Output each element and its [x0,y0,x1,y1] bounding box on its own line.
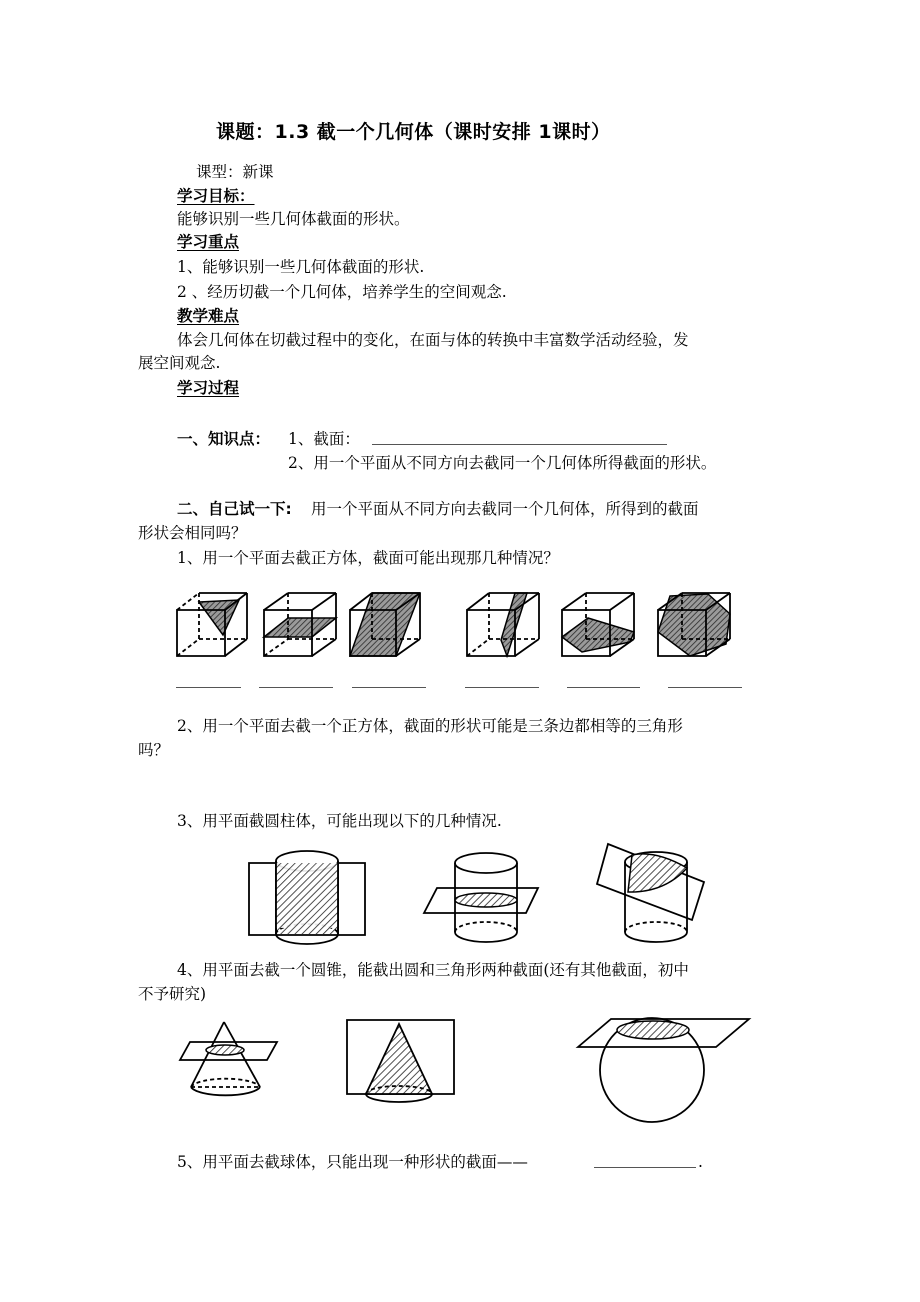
cylinder-circle-section [422,848,540,942]
knowledge-item-1: 1、截面： [288,430,360,448]
answer-blank-cube-3[interactable] [352,687,426,688]
answer-blank-cube-2[interactable] [259,687,333,688]
knowledge-item-2: 2、用一个平面从不同方向去截同一个几何体所得截面的形状。 [288,454,717,472]
cylinder-oblique-section [594,838,722,944]
knowledge-label: 一、知识点： [177,430,271,448]
question-5-end: . [698,1153,703,1171]
question-1: 1、用一个平面去截正方体，截面可能出现那几种情况？ [177,549,559,567]
answer-blank-cube-1[interactable] [176,687,241,688]
page-title: 课题：1.3 截一个几何体（课时安排 1课时） [216,121,611,143]
objectives-text: 能够识别一些几何体截面的形状。 [177,210,410,228]
question-2-line1: 2、用一个平面去截一个正方体，截面的形状可能是三条边都相等的三角形 [177,717,683,735]
lesson-type: 课型：新课 [196,163,274,181]
key-point-item: 2 、经历切截一个几何体，培养学生的空间观念. [177,283,507,301]
cube-pentagon-section [560,590,640,658]
objectives-heading: 学习目标： [177,187,255,205]
section-trapezoid [501,593,527,656]
cube-triangle-section [175,590,255,658]
cylinder-rectangle-section [246,848,368,942]
answer-blank-sphere[interactable] [594,1167,696,1168]
answer-blank-cube-5[interactable] [567,687,640,688]
question-2-line2: 吗？ [138,741,170,759]
try-it-text-line2: 形状会相同吗？ [138,524,247,542]
section-triangle [366,1024,432,1094]
try-it-text-line1: 用一个平面从不同方向去截同一个几何体，所得到的截面 [311,500,699,518]
answer-blank-cube-6[interactable] [668,687,742,688]
key-points-heading: 学习重点 [177,233,240,251]
cube-hexagon-section [656,590,736,658]
cone-triangle-section [344,1018,456,1104]
section-circle [455,893,517,907]
section-circle [617,1021,689,1039]
try-it-label: 二、自己试一下: [177,500,292,518]
answer-blank-section[interactable] [372,444,667,445]
cone-circle-section [178,1020,278,1100]
answer-blank-cube-4[interactable] [465,687,539,688]
question-4-line1: 4、用平面去截一个圆锥，能截出圆和三角形两种截面(还有其他截面，初中 [177,961,689,979]
cube-rectangle-diagonal-section [348,590,428,658]
question-4-line2: 不予研究) [138,985,207,1003]
difficulties-text-line1: 体会几何体在切截过程中的变化，在面与体的转换中丰富数学活动经验，发 [177,331,689,349]
question-3: 3、用平面截圆柱体，可能出现以下的几种情况. [177,812,502,830]
question-5: 5、用平面去截球体，只能出现一种形状的截面—— [177,1153,528,1171]
section-circle [206,1045,244,1055]
cube-rectangle-horizontal-section [262,590,342,658]
section-triangle [199,600,239,635]
difficulties-heading: 教学难点 [177,307,240,325]
difficulties-text-line2: 展空间观念. [138,354,221,372]
process-heading: 学习过程 [177,379,240,397]
sphere-circle-section [575,1012,753,1116]
cube-trapezoid-section [465,590,545,658]
key-point-item: 1、能够识别一些几何体截面的形状. [177,258,425,276]
section-ellipse [628,854,687,892]
section-rectangle [264,618,336,637]
